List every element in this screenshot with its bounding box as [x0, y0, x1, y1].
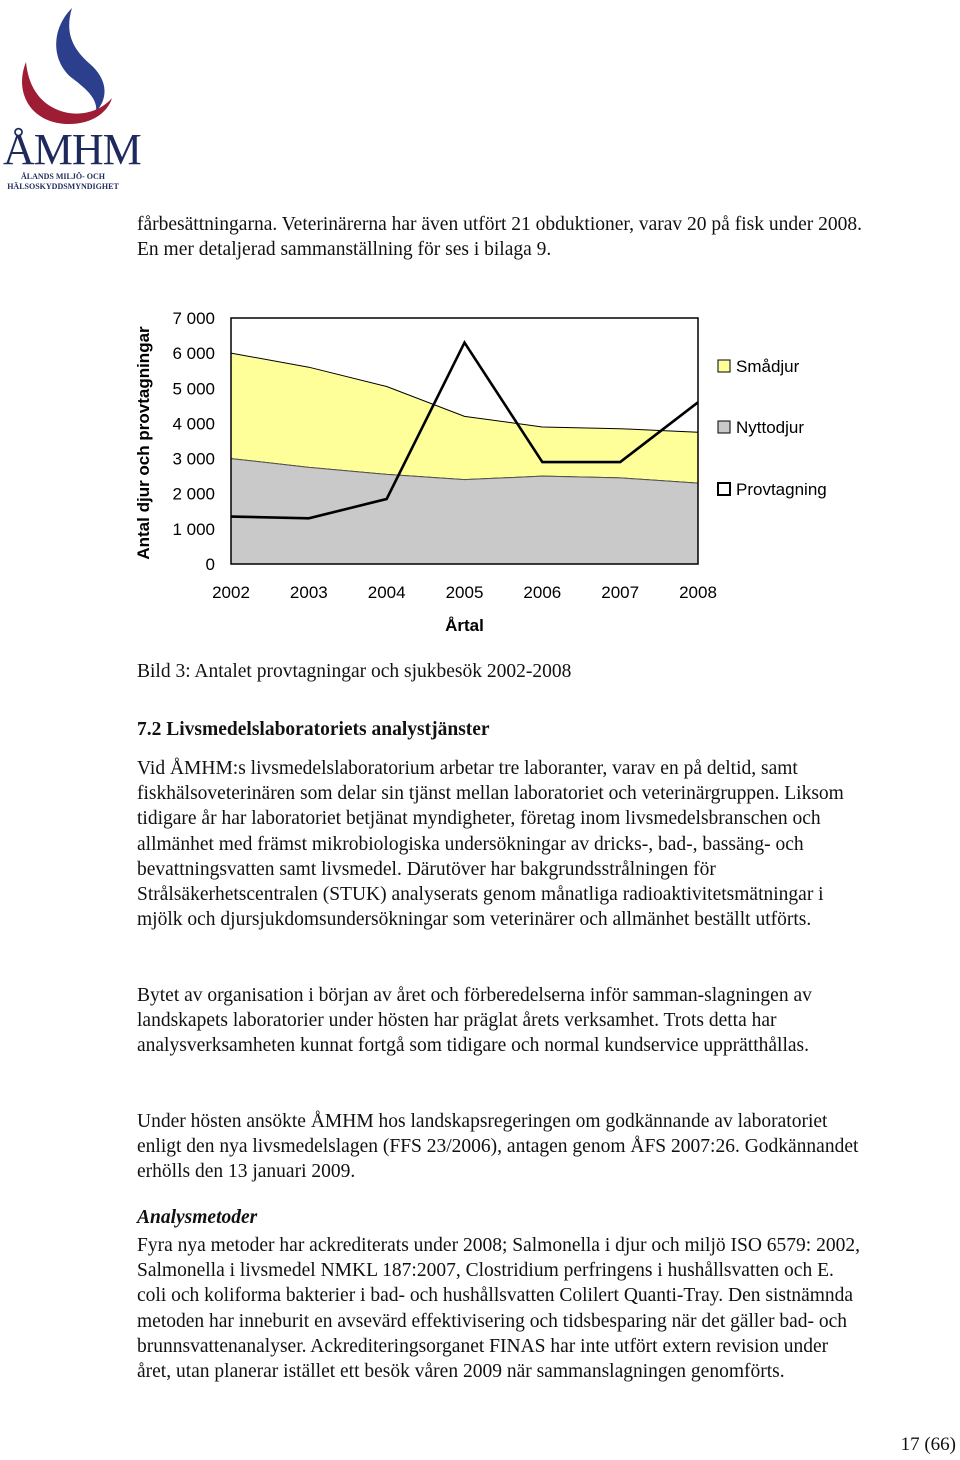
- legend-label: Nyttodjur: [736, 418, 805, 437]
- logo-name: ÅMHM: [3, 125, 141, 174]
- x-tick-label: 2002: [212, 583, 250, 602]
- legend-label: Provtagning: [736, 480, 827, 499]
- y-tick-label: 4 000: [172, 414, 215, 434]
- x-axis-title: Årtal: [445, 616, 484, 635]
- figure-caption: Bild 3: Antalet provtagningar och sjukbesök 2002-2008: [137, 661, 572, 682]
- page-number: 17 (66): [900, 1434, 956, 1455]
- x-tick-label: 2007: [601, 583, 640, 602]
- x-tick-label: 2004: [367, 583, 406, 602]
- y-tick-label: 5 000: [172, 379, 215, 399]
- y-tick-label: 2 000: [172, 484, 215, 504]
- logo-flame-icon: [0, 0, 125, 130]
- paragraph-2: Bytet av organisation i början av året och förberedelserna inför samman-slagningen av landskapets laboratorier under hösten har präglat årets verksamhet. Trots detta har analysverksamheten kunnat fortgå som tidigare och normal kundservice upprätthållas.: [137, 985, 812, 1057]
- x-tick-label: 2008: [679, 583, 717, 602]
- y-tick-label: 0: [205, 555, 215, 574]
- x-tick-label: 2003: [289, 583, 328, 602]
- legend-label: Smådjur: [736, 357, 800, 376]
- paragraph-1: Vid ÅMHM:s livsmedelslaboratorium arbetar tre laboranter, varav en på deltid, samt fiskhälsoveterinären som delar sin tjänst mellan laboratoriet och veterinärgruppen. Liksom tidigare år har laboratoriet betjänat myndigheter, företag inom livsmedelsbranschen och allmänhet med främst mikrobiologiska undersökningar av dricks-, bad-, bassäng- och bevattningsvatten samt livsmedel. Därutöver har bakgrundsstrålningen för Strålsäkerhetscentralen (STUK) analyserats genom månatliga radioaktivitetsmätningar i mjölk och djursjukdomsundersökningar som veterinärer och allmänhet beställt utförts.: [137, 758, 844, 931]
- x-tick-label: 2005: [445, 583, 484, 602]
- legend-swatch: [718, 421, 730, 433]
- x-tick-label: 2006: [523, 583, 562, 602]
- legend-swatch: [718, 360, 730, 372]
- logo: [0, 0, 141, 200]
- section-heading: 7.2 Livsmedelslaboratoriets analystjänster: [137, 719, 490, 740]
- methods-paragraph: Fyra nya metoder har ackrediterats under 2008; Salmonella i djur och miljö ISO 6579: 2002, Salmonella i livsmedel NMKL 187:2007, Clostridium perfringens i hushållsvatten och E. coli och koliforma bakterier i bad- och hushållsvatten Colilert Quanti-Tray. Den sistnämnda metoden har inneburit en avsevärd effektivisering och tidsbesparing när det gäller bad- och brunnsvattenanalyser. Ackrediteringsorganet FINAS har inte utfört extern revision under året, utan planerar istället ett besök våren 2009 när sammanslagningen genomförts.: [137, 1235, 860, 1383]
- y-tick-label: 6 000: [172, 344, 215, 364]
- chart: [130, 300, 850, 640]
- paragraph-3: Under hösten ansökte ÅMHM hos landskapsregeringen om godkännande av laboratoriet enligt den nya livsmedelslagen (FFS 23/2006), antagen genom ÅFS 2007:26. Godkännandet erhölls den 13 januari 2009.: [137, 1111, 859, 1183]
- y-tick-label: 3 000: [172, 449, 215, 469]
- series-smadjur-area: [231, 353, 698, 483]
- y-axis-title: Antal djur och provtagningar: [134, 326, 153, 560]
- legend-swatch: [718, 483, 730, 495]
- y-tick-label: 1 000: [172, 519, 215, 539]
- y-tick-label: 7 000: [172, 309, 215, 328]
- intro-paragraph: fårbesättningarna. Veterinärerna har även utfört 21 obduktioner, varav 20 på fisk under 2008. En mer detaljerad sammanställning för ses i bilaga 9.: [137, 214, 862, 261]
- logo-subtitle: ÅLANDS MILJÖ- OCH HÄLSOSKYDDSMYNDIGHET: [7, 172, 119, 191]
- subheading: Analysmetoder: [137, 1207, 258, 1228]
